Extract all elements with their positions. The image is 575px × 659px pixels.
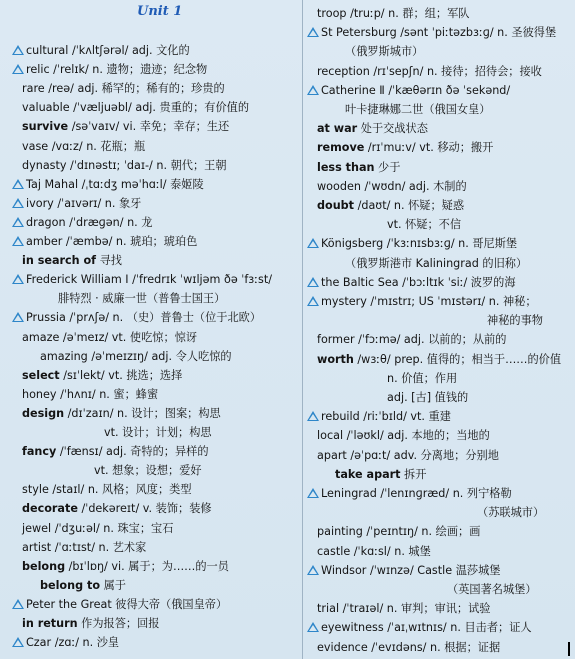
triangle-marker-icon — [12, 45, 24, 55]
triangle-marker-icon — [307, 85, 319, 95]
vocab-text: style /staɪl/ n. 风格；风度；类型 — [22, 483, 192, 497]
vocab-line — [317, 352, 561, 368]
vocab-text: 腓特烈 · 威廉一世（普鲁士国王） — [58, 292, 226, 306]
vocab-line — [487, 313, 543, 329]
vocab-text: castle /ˈkɑːsl/ n. 城堡 — [317, 544, 431, 558]
vocab-line — [12, 215, 152, 231]
vocab-text: troop /truːp/ n. 群；组；军队 — [317, 7, 470, 20]
vocab-line — [22, 330, 197, 346]
vocab-text: （俄罗斯城市） — [345, 45, 424, 59]
vocab-text: evidence /ˈevɪdəns/ n. 根据；证据 — [317, 640, 501, 654]
vocab-line — [317, 448, 499, 464]
vocab-text: at war 处于交战状态 — [317, 122, 428, 136]
vocab-text: the Baltic Sea /ˈbɔːltɪk ˈsiː/ 波罗的海 — [321, 275, 516, 289]
vocab-text: 叶卡捷琳娜二世（俄国女皇） — [345, 103, 491, 116]
vocab-text: select /sɪˈlekt/ vt. 挑选；选择 — [22, 368, 183, 382]
vocab-line — [317, 6, 469, 22]
vocab-text: former /ˈfɔːmə/ adj. 以前的；从前的 — [317, 333, 507, 347]
vocab-line — [12, 196, 141, 212]
vocab-text: eyewitness /ˈaɪˌwɪtnɪs/ n. 目击者；证人 — [321, 621, 532, 635]
vocab-text: Czar /zɑː/ n. 沙皇 — [26, 636, 120, 650]
vocab-text: design /dɪˈzaɪn/ n. 设计；图案；构思 — [22, 406, 221, 420]
vocab-text: ivory /ˈaɪvərɪ/ n. 象牙 — [26, 196, 142, 210]
vocab-text: valuable /ˈvæljuəbl/ adj. 贵重的；有价值的 — [22, 101, 250, 115]
vocab-text: （俄罗斯港市 Kaliningrad 的旧称） — [345, 256, 528, 270]
vocab-line — [317, 179, 467, 195]
vocab-line — [345, 44, 423, 60]
vocab-text: belong /bɪˈlɒŋ/ vi. 属于；为……的一员 — [22, 559, 229, 573]
vocab-line — [22, 521, 173, 537]
vocab-text: vase /vɑːz/ n. 花瓶；瓶 — [22, 139, 146, 153]
vocab-text: honey /ˈhʌnɪ/ n. 蜜；蜂蜜 — [22, 387, 159, 401]
vocab-line — [22, 100, 249, 116]
vocab-text: amber /ˈæmbə/ n. 琥珀；琥珀色 — [26, 235, 198, 248]
triangle-marker-icon — [12, 312, 24, 322]
vocab-line — [307, 620, 532, 636]
vocab-text: jewel /ˈdʒuːəl/ n. 珠宝；宝石 — [22, 521, 174, 535]
vocab-line — [22, 540, 146, 556]
vocab-line — [345, 102, 490, 118]
vocab-text: artist /ˈɑːtɪst/ n. 艺术家 — [22, 540, 147, 554]
vocab-text: take apart 拆开 — [335, 467, 427, 481]
vocab-line — [307, 275, 516, 291]
vocab-text: amaze /əˈmeɪz/ vt. 使吃惊；惊讶 — [22, 330, 198, 344]
vocab-text: decorate /ˈdekəreɪt/ v. 装饰；装修 — [22, 502, 212, 516]
vocab-line — [317, 524, 480, 540]
vocab-text: rebuild /riːˈbɪld/ vt. 重建 — [321, 410, 451, 424]
vocab-text: adj. [古] 值钱的 — [387, 391, 469, 404]
vocab-text: Leningrad /ˈlenɪnɡræd/ n. 列宁格勒 — [321, 487, 512, 500]
triangle-marker-icon — [307, 488, 319, 498]
vocab-text: wooden /ˈwʊdn/ adj. 木制的 — [317, 179, 467, 193]
vocab-line — [22, 253, 122, 269]
vocab-text: less than 少于 — [317, 160, 401, 174]
vocab-line — [58, 291, 225, 307]
text-cursor — [568, 642, 570, 656]
vocab-line — [104, 425, 212, 441]
triangle-marker-icon — [307, 411, 319, 421]
triangle-marker-icon — [12, 637, 24, 647]
vocab-line — [40, 349, 232, 365]
vocab-text: dynasty /ˈdɪnəstɪ; ˈdaɪ-/ n. 朝代；王朝 — [22, 158, 227, 172]
vocab-line — [12, 62, 207, 78]
unit-title: Unit 1 — [137, 4, 183, 19]
vocab-line — [22, 81, 225, 97]
vocab-line — [317, 544, 431, 560]
triangle-marker-icon — [12, 64, 24, 74]
vocab-text: Frederick William Ⅰ /ˈfredrɪk ˈwɪljəm ðə ˈfɜːst/ — [26, 273, 272, 287]
vocab-line — [307, 486, 512, 502]
vocab-text: rare /reə/ adj. 稀罕的；稀有的；珍贵的 — [22, 82, 225, 96]
vocab-line — [12, 310, 261, 326]
vocab-line — [307, 83, 510, 99]
vocab-line — [317, 160, 400, 176]
vocab-text: doubt /daʊt/ n. 怀疑；疑惑 — [317, 199, 465, 212]
vocab-line — [307, 409, 451, 425]
vocab-text: Catherine Ⅱ /ˈkæθərɪn ðə ˈsekənd/ — [321, 83, 511, 97]
triangle-marker-icon — [307, 277, 319, 287]
vocab-text: local /ˈləʊkl/ adj. 本地的；当地的 — [317, 429, 490, 443]
vocab-line — [40, 578, 126, 594]
triangle-marker-icon — [12, 198, 24, 208]
triangle-marker-icon — [307, 27, 319, 37]
triangle-marker-icon — [12, 274, 24, 284]
vocab-line — [22, 406, 221, 422]
vocab-text: （英国著名城堡） — [447, 583, 537, 596]
vocab-text: n. 价值；作用 — [387, 371, 458, 385]
vocab-line — [307, 563, 500, 579]
vocab-text: in search of 寻找 — [22, 254, 122, 268]
vocab-line — [345, 256, 527, 272]
vocab-text: remove /rɪˈmuːv/ vt. 移动；搬开 — [317, 141, 494, 155]
vocab-text: belong to 属于 — [40, 578, 126, 592]
vocab-line — [22, 501, 212, 517]
vocab-line — [317, 428, 490, 444]
triangle-marker-icon — [307, 565, 319, 575]
vocab-line — [12, 635, 119, 651]
triangle-marker-icon — [307, 622, 319, 632]
vocab-text: fancy /ˈfænsɪ/ adj. 奇特的；异样的 — [22, 445, 209, 459]
vocab-line — [447, 582, 537, 598]
vocab-line — [317, 140, 493, 156]
vocab-text: 神秘的事物 — [487, 314, 543, 328]
vocab-line — [22, 559, 229, 575]
vocab-line — [22, 482, 192, 498]
vocab-line — [22, 444, 209, 460]
vocab-line — [317, 640, 500, 656]
vocab-line — [22, 368, 182, 384]
vocab-line — [22, 616, 159, 632]
triangle-marker-icon — [307, 296, 319, 306]
vocab-line — [22, 139, 145, 155]
vocab-line — [317, 121, 428, 137]
vocab-text: amazing /əˈmeɪzɪŋ/ adj. 令人吃惊的 — [40, 349, 232, 363]
vocab-text: trial /ˈtraɪəl/ n. 审判；审讯；试验 — [317, 602, 491, 616]
triangle-marker-icon — [12, 217, 24, 227]
vocab-text: dragon /ˈdræɡən/ n. 龙 — [26, 215, 153, 229]
vocab-line — [12, 272, 272, 288]
vocab-line — [12, 177, 204, 193]
vocab-text: reception /rɪˈsepʃn/ n. 接待；招待会；接收 — [317, 64, 542, 78]
vocab-text: （苏联城市） — [477, 506, 545, 520]
vocab-text: survive /səˈvaɪv/ vi. 幸免；幸存；生还 — [22, 120, 230, 134]
vocab-text: in return 作为报答；回报 — [22, 617, 160, 630]
vocab-line — [317, 332, 506, 348]
vocab-line — [307, 25, 556, 41]
vocab-text: vt. 怀疑；不信 — [387, 218, 462, 232]
vocab-text: vt. 设计；计划；构思 — [104, 426, 212, 439]
vocab-text: apart /əˈpɑːt/ adv. 分离地；分别地 — [317, 448, 499, 462]
column-divider — [302, 0, 303, 659]
vocab-line — [387, 217, 461, 233]
vocab-text: Peter the Great 彼得大帝（俄国皇帝） — [26, 597, 228, 611]
vocab-line — [307, 236, 517, 252]
vocab-text: cultural /ˈkʌltʃərəl/ adj. 文化的 — [26, 44, 190, 57]
vocab-line — [477, 505, 544, 521]
triangle-marker-icon — [307, 238, 319, 248]
vocab-text: Königsberg /ˈkɜːnɪsbɜːɡ/ n. 哥尼斯堡 — [321, 237, 518, 251]
triangle-marker-icon — [12, 599, 24, 609]
vocab-text: St Petersburg /sənt ˈpiːtəzbɜːɡ/ n. 圣彼得堡 — [321, 26, 557, 40]
vocab-text: Windsor /ˈwɪnzə/ Castle 温莎城堡 — [321, 563, 501, 577]
vocab-text: mystery /ˈmɪstrɪ; US ˈmɪstərɪ/ n. 神秘； — [321, 295, 537, 308]
vocab-line — [387, 371, 457, 387]
vocab-line — [12, 43, 190, 59]
vocab-line — [94, 463, 202, 479]
vocab-text: relic /ˈrelɪk/ n. 遗物；遗迹；纪念物 — [26, 63, 208, 77]
triangle-marker-icon — [12, 236, 24, 246]
vocab-line — [12, 597, 227, 613]
vocab-text: painting /ˈpeɪntɪŋ/ n. 绘画；画 — [317, 525, 481, 539]
vocab-text: Taj Mahal /ˌtɑːdʒ məˈhɑːl/ 泰姬陵 — [26, 177, 204, 191]
vocab-line — [317, 601, 490, 617]
vocab-line — [12, 234, 197, 250]
vocab-line — [307, 294, 537, 310]
vocab-line — [317, 198, 464, 214]
vocab-line — [387, 390, 468, 406]
vocab-text: vt. 想象；设想；爱好 — [94, 464, 202, 478]
vocab-text: Prussia /ˈprʌʃə/ n. （史）普鲁士（位于北欧） — [26, 311, 262, 325]
vocab-line — [317, 64, 542, 80]
vocab-line — [22, 387, 158, 403]
triangle-marker-icon — [12, 179, 24, 189]
vocab-line — [22, 158, 227, 174]
vocab-line — [22, 119, 229, 135]
vocab-text: worth /wɜːθ/ prep. 值得的；相当于……的价值 — [317, 352, 562, 366]
vocab-line — [335, 467, 426, 483]
